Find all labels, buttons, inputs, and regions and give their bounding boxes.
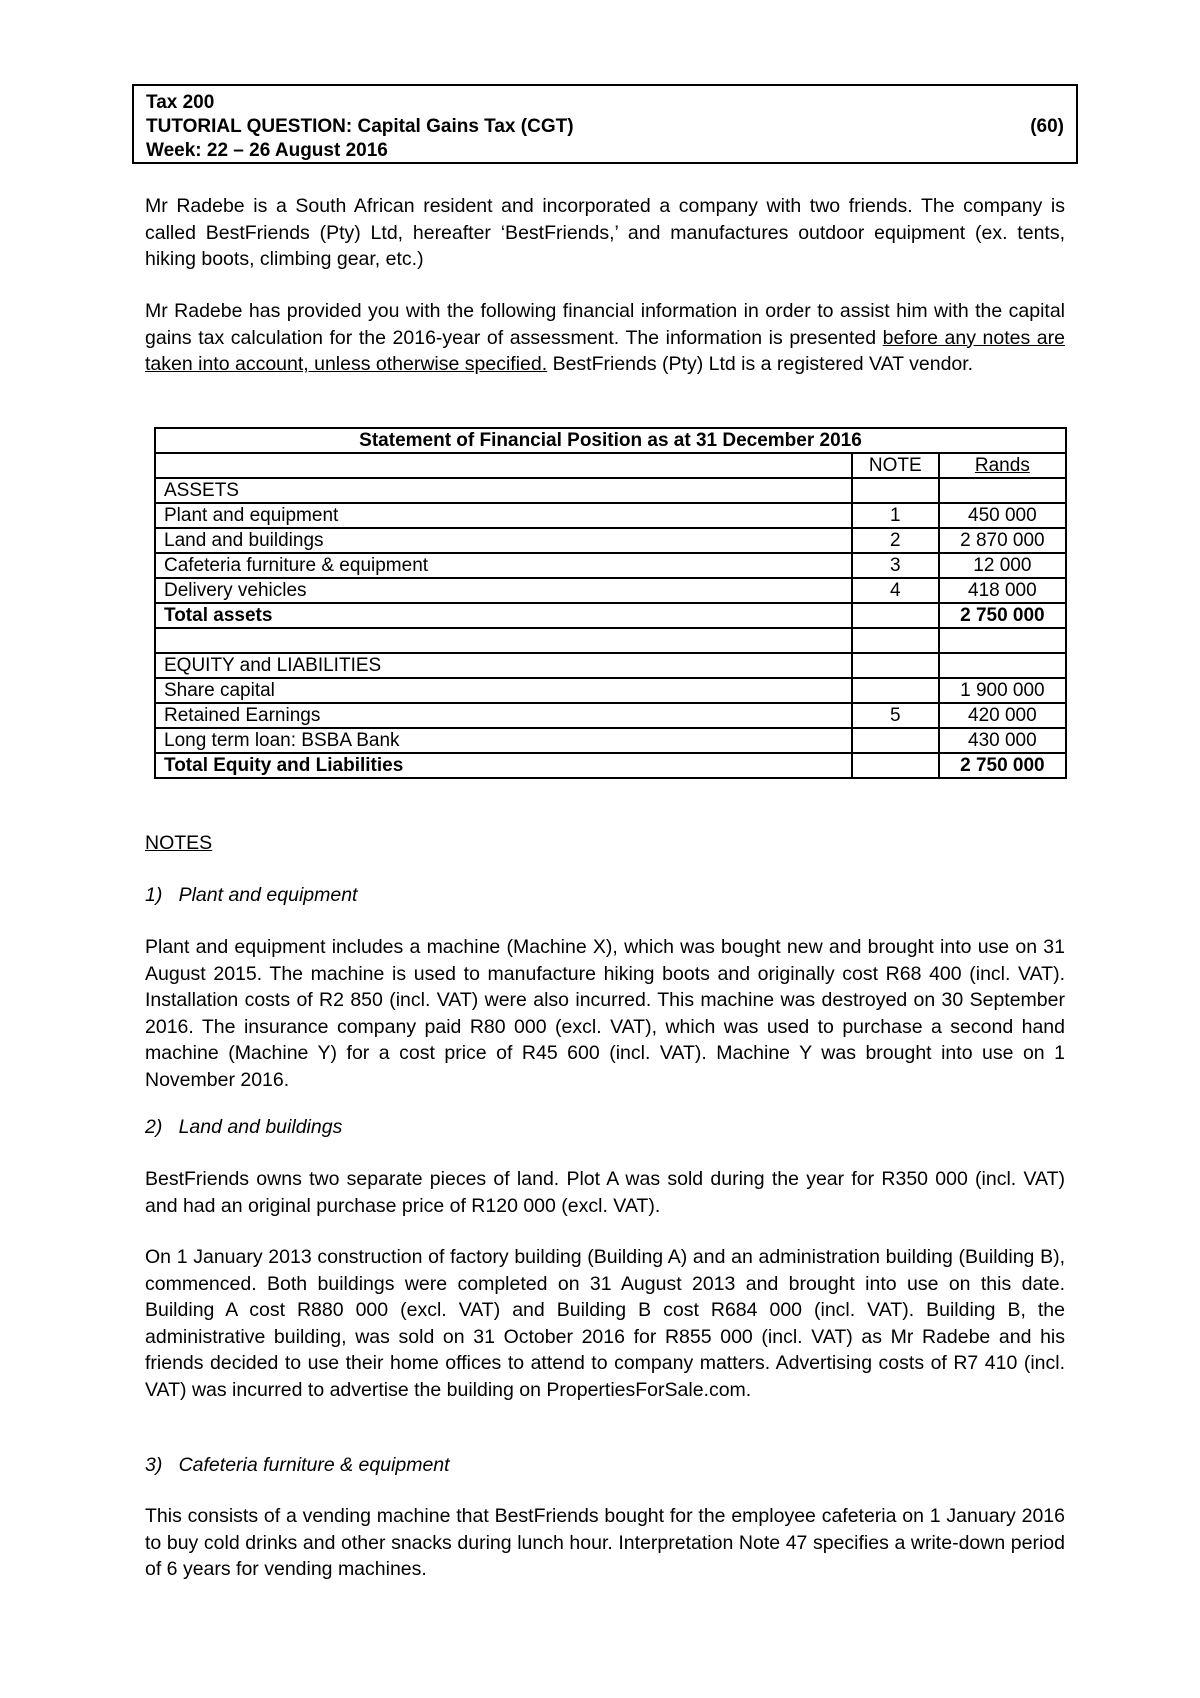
row-note bbox=[852, 678, 939, 703]
statement-financial-position-table bbox=[154, 427, 1067, 779]
row-label: Cafeteria furniture & equipment bbox=[155, 553, 852, 578]
intro-paragraph-2 bbox=[145, 298, 1065, 378]
note-2-body-2: On 1 January 2013 construction of factory building (Building A) and an administration building (Building B), commenced. Both buildings were completed on 31 August 2013 and brought into use on this date. Building A cost R880 000 (excl. VAT) and Building B cost R684 000 (incl. VAT). Building B, the administrative building, was sold on 31 October 2016 for R855 000 (incl. VAT) as Mr Radebe and his friends decided to use their home offices to attend to company matters. Advertising costs of R7 410 (incl. VAT) was incurred to advertise the building on PropertiesForSale.com. bbox=[145, 1246, 1065, 1401]
row-amount: 2 750 000 bbox=[939, 603, 1066, 628]
row-amount: 1 900 000 bbox=[939, 678, 1066, 703]
row-label: Total Equity and Liabilities bbox=[155, 753, 852, 778]
note-1-body: Plant and equipment includes a machine (Machine X), which was bought new and brought into use on 31 August 2015. The machine is used to manufacture hiking boots and originally cost R68 400 (incl. VAT). Installation costs of R2 850 (incl. VAT) were also incurred. This machine was destroyed on 30 September 2016. The insurance company paid R80 000 (excl. VAT), which was used to purchase a second hand machine (Machine Y) for a cost price of R45 600 (incl. VAT). Machine Y was brought into use on 1 November 2016. bbox=[145, 936, 1065, 1091]
row-label: EQUITY and LIABILITIES bbox=[155, 653, 852, 678]
table-row bbox=[155, 653, 1066, 678]
note-3-title: 3) Cafeteria furniture & equipment bbox=[145, 1454, 450, 1476]
row-note bbox=[852, 603, 939, 628]
table-row-blank bbox=[155, 628, 1066, 653]
notes-heading: NOTES bbox=[145, 832, 213, 854]
intro-p2-underlined: before any notes are taken into account, unless otherwise specified. bbox=[145, 326, 1065, 375]
note-1-title: 1) Plant and equipment bbox=[145, 884, 358, 906]
row-note bbox=[852, 628, 939, 653]
table-row bbox=[155, 478, 1066, 503]
row-label: ASSETS bbox=[155, 478, 852, 503]
row-note: 3 bbox=[852, 553, 939, 578]
row-amount: 450 000 bbox=[939, 503, 1066, 528]
row-label: Long term loan: BSBA Bank bbox=[155, 728, 852, 753]
table-row bbox=[155, 528, 1066, 553]
row-label: Retained Earnings bbox=[155, 703, 852, 728]
row-label: Plant and equipment bbox=[155, 503, 852, 528]
total-assets-row bbox=[155, 603, 1066, 628]
row-label: Land and buildings bbox=[155, 528, 852, 553]
total-equity-liabilities-row bbox=[155, 753, 1066, 778]
note-2-body-1: BestFriends owns two separate pieces of land. Plot A was sold during the year for R350 000 (incl. VAT) and had an original purchase price of R120 000 (excl. VAT). bbox=[145, 1168, 1065, 1217]
row-amount: 420 000 bbox=[939, 703, 1066, 728]
note-3-body: This consists of a vending machine that BestFriends bought for the employee cafeteria on 1 January 2016 to buy cold drinks and other snacks during lunch hour. Interpretation Note 47 specifies a write-down period of 6 years for vending machines. bbox=[145, 1505, 1065, 1580]
row-amount: 2 870 000 bbox=[939, 528, 1066, 553]
table-row bbox=[155, 503, 1066, 528]
row-amount: 12 000 bbox=[939, 553, 1066, 578]
marks: (60) bbox=[1030, 116, 1064, 137]
row-note bbox=[852, 753, 939, 778]
row-note: 1 bbox=[852, 503, 939, 528]
intro-paragraph-1: Mr Radebe is a South African resident and incorporated a company with two friends. The company is called BestFriends (Pty) Ltd, hereafter ‘BestFriends,’ and manufactures outdoor equipment (ex. tents, hiking boots, climbing gear, etc.) bbox=[145, 195, 1065, 270]
intro-p2-start: Mr Radebe has provided you with the following financial information in order to assist him with the capital gains tax calculation for the 2016-year of assessment. The information is presented bbox=[145, 300, 1065, 349]
row-label: Total assets bbox=[155, 603, 852, 628]
header-line-week bbox=[146, 139, 1064, 163]
intro-p2-end: BestFriends (Pty) Ltd is a registered VAT vendor. bbox=[547, 353, 974, 375]
table-row bbox=[155, 678, 1066, 703]
week-dates: Week: 22 – 26 August 2016 bbox=[146, 140, 388, 161]
header-line-question bbox=[146, 115, 1064, 139]
row-note bbox=[852, 478, 939, 503]
row-amount: 2 750 000 bbox=[939, 753, 1066, 778]
row-amount bbox=[939, 478, 1066, 503]
row-note: 4 bbox=[852, 578, 939, 603]
table-row bbox=[155, 703, 1066, 728]
row-label: Delivery vehicles bbox=[155, 578, 852, 603]
header-note: NOTE bbox=[852, 453, 939, 478]
row-note bbox=[852, 653, 939, 678]
row-label bbox=[155, 628, 852, 653]
header-line-course bbox=[146, 91, 1064, 115]
table-title: Statement of Financial Position as at 31 December 2016 bbox=[155, 428, 1066, 453]
question-title: TUTORIAL QUESTION: Capital Gains Tax (CGT) bbox=[146, 116, 574, 137]
header-rands: Rands bbox=[939, 453, 1066, 478]
row-note: 5 bbox=[852, 703, 939, 728]
table-row bbox=[155, 553, 1066, 578]
row-amount: 418 000 bbox=[939, 578, 1066, 603]
row-note: 2 bbox=[852, 528, 939, 553]
table-row bbox=[155, 728, 1066, 753]
course-code: Tax 200 bbox=[146, 92, 215, 113]
header-box bbox=[132, 84, 1078, 164]
header-label-cell bbox=[155, 453, 852, 478]
row-amount: 430 000 bbox=[939, 728, 1066, 753]
row-amount bbox=[939, 653, 1066, 678]
row-amount bbox=[939, 628, 1066, 653]
table-title-row bbox=[155, 428, 1066, 453]
table-row bbox=[155, 578, 1066, 603]
note-2-title: 2) Land and buildings bbox=[145, 1116, 343, 1138]
row-label: Share capital bbox=[155, 678, 852, 703]
row-note bbox=[852, 728, 939, 753]
table-header-row bbox=[155, 453, 1066, 478]
